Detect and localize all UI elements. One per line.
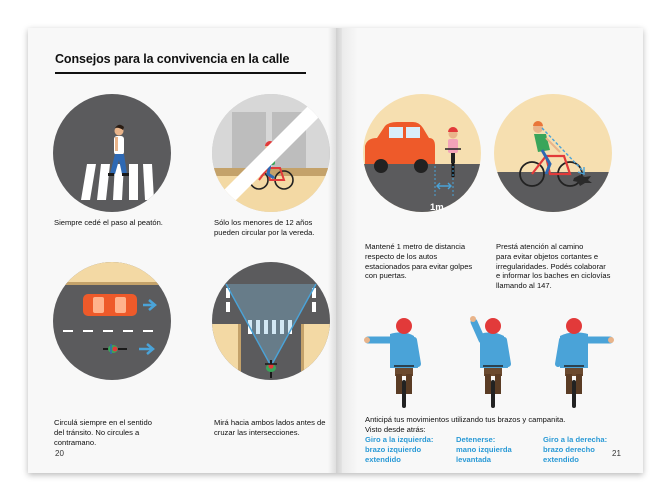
page-title: Consejos para la convivencia en la calle [55,52,290,66]
pedestrian-crossing-illustration [53,94,171,212]
signal-left-turn-illustration [364,310,434,410]
sidewalk-child-illustration [212,94,330,212]
caption-pedestrian: Siempre cedé el paso al peatón. [54,218,163,227]
caption-intersection: Mirá hacia ambos lados antes de cruzar las intersecciones. [214,418,326,437]
booklet-spread [28,28,643,473]
road-attention-illustration [494,94,612,212]
intersection-illustration [212,262,330,380]
signal-label-stop: Detenerse: mano izquierda levantada [456,435,512,464]
caption-road-attention: Prestá atención al camino para evitar objetos cortantes e irregularidades. Podés colaborar e informar los baches en ciclovías llamando al 147. [496,242,611,291]
caption-signals-intro: Anticipá tus movimientos utilizando tus brazos y campanita. Visto desde atrás: [365,415,566,434]
signal-label-right: Giro a la derecha: brazo derecho extendido [543,435,608,464]
signal-stop-illustration [456,310,526,410]
car-top-view [83,294,137,316]
page-number-right: 21 [612,449,621,458]
title-rule [55,72,306,74]
caption-sidewalk: Sólo los menores de 12 años pueden circular por la vereda. [214,218,315,237]
caption-direction: Circulá siempre en el sentido del tránsito. No circules a contramano. [54,418,152,447]
caption-distance: Mantené 1 metro de distancia respecto de los autos estacionados para evitar golpes con puertas. [365,242,473,281]
left-page [28,28,336,473]
signal-right-turn-illustration [544,310,614,410]
book-gutter [328,28,342,473]
parked-car-distance-illustration [363,94,481,212]
page-number-left: 20 [55,449,64,458]
traffic-direction-illustration [53,262,171,380]
right-page [336,28,643,473]
distance-label: 1m [430,202,444,213]
signal-label-left: Giro a la izquierda: brazo izquierdo extendido [365,435,434,464]
